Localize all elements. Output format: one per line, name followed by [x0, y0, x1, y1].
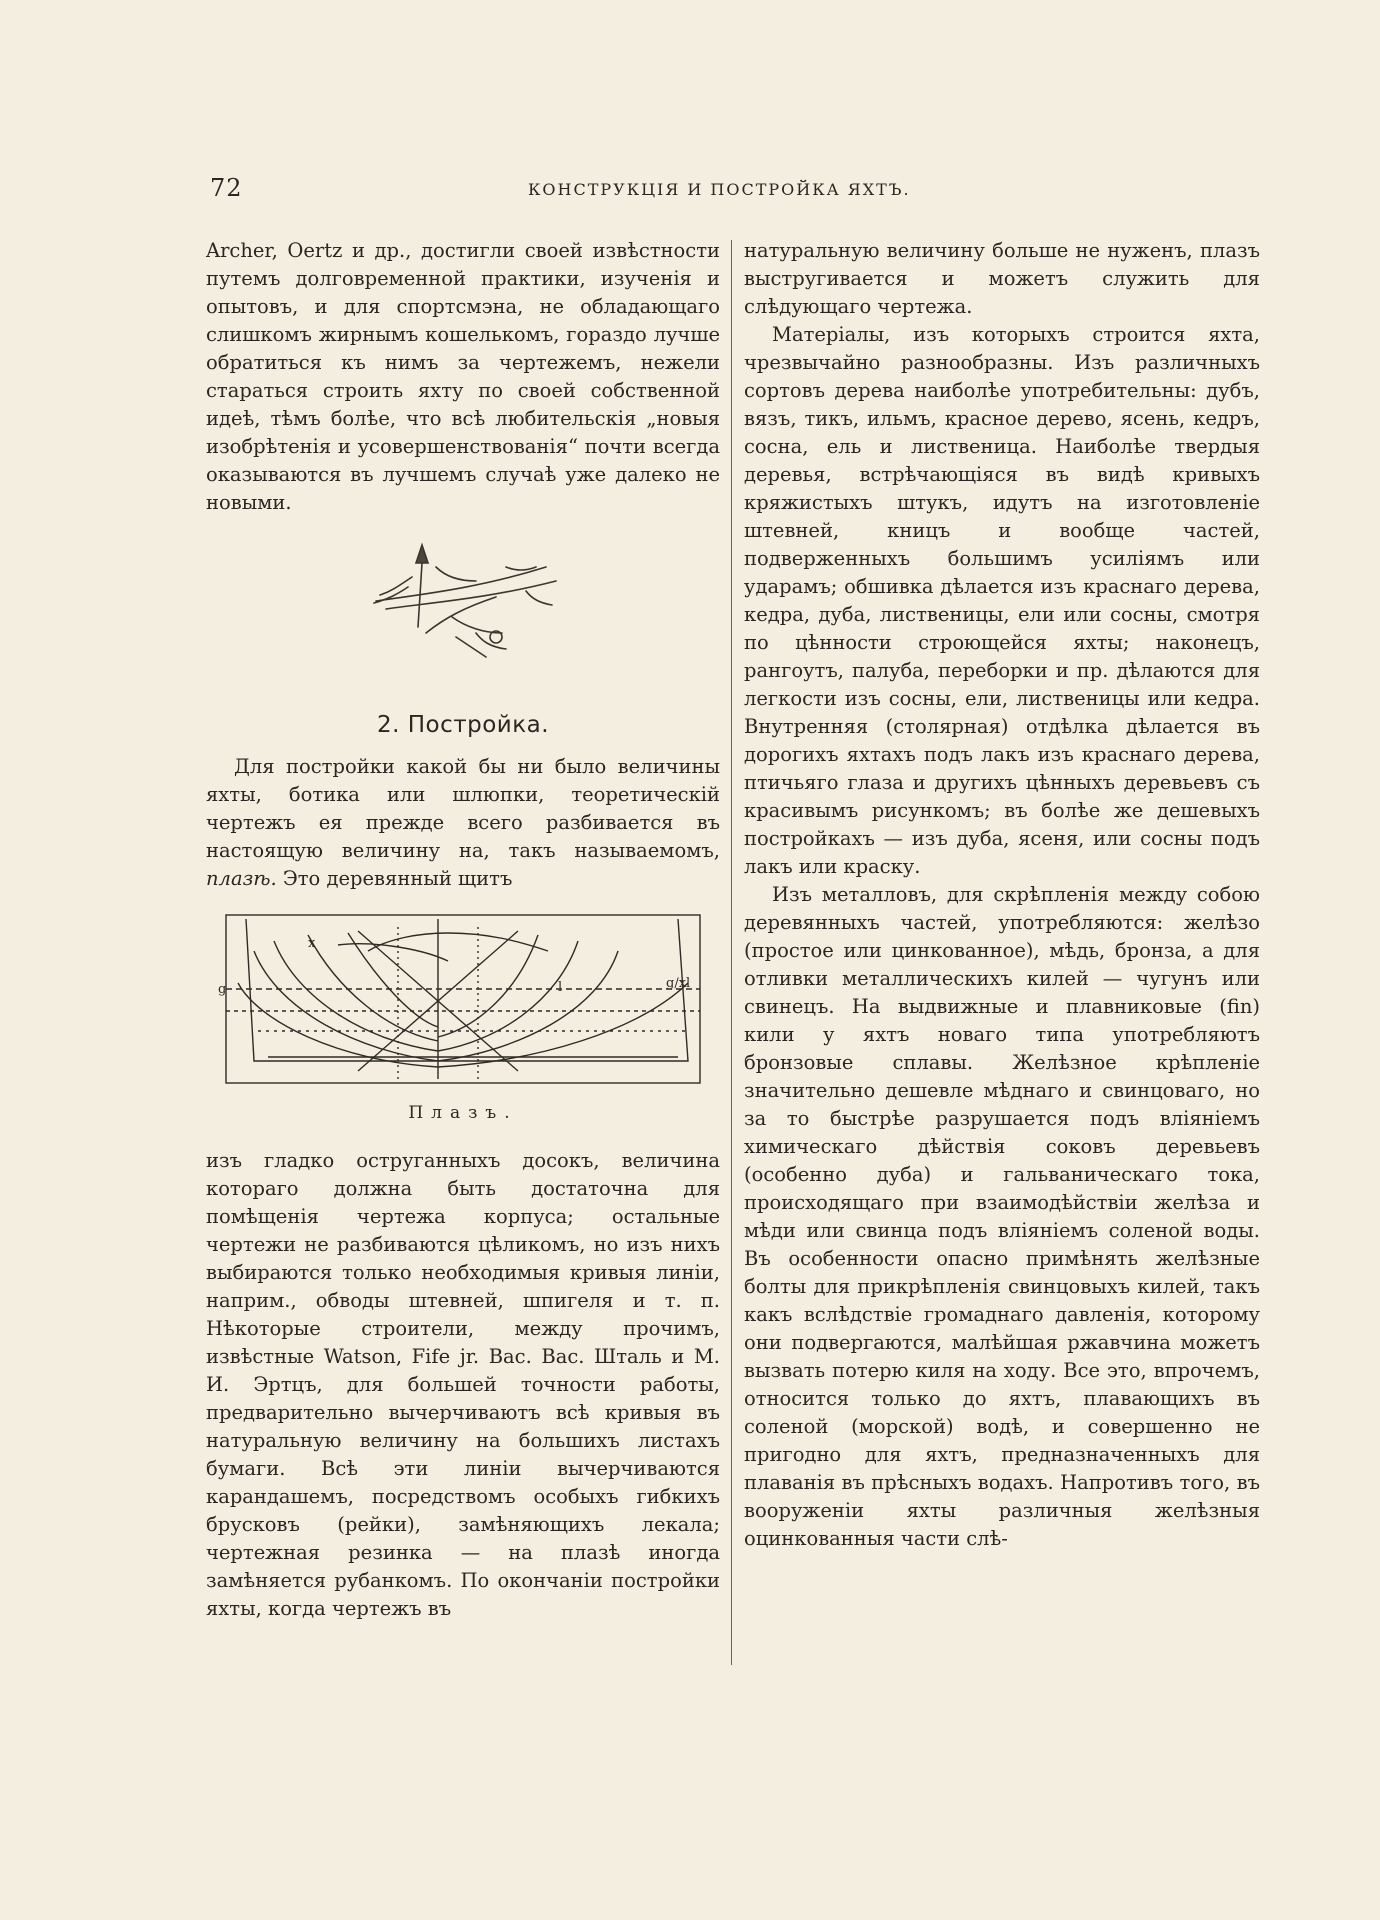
right-paragraph-1: натуральную величину больше не нуженъ, плазъ выстругивается и можетъ служить для слѣдующаго чертежа.: [744, 239, 1260, 318]
left-paragraph-2: [206, 753, 720, 893]
figure-mark-left: g: [218, 982, 227, 997]
right-paragraph-3: Изъ металловъ, для скрѣпленія между собою деревянныхъ частей, употребляются: желѣзо (простое или цинкованное), мѣдь, бронза, а для отливки металлическихъ килей — чугунъ или свинецъ. На выдвижные и плавниковые (fin) кили у яхтъ новаго типа употребляютъ бронзовые сплавы. Желѣзное крѣпленіе значительно дешевле мѣднаго и свинцоваго, но за то быстрѣе разрушается подъ вліяніемъ химическаго дѣйствія соковъ деревьевъ (особенно дуба) и гальваническаго тока, происходящаго при взаимодѣйствіи желѣза и мѣди или свинца подъ вліяніемъ соленой воды. Въ особенности опасно примѣнять желѣзные болты для прикрѣпленія свинцовыхъ килей, такъ какъ вслѣдствіе громаднаго давленія, которому они подвергаются, малѣйшая ржавчина можетъ вызвать потерю киля на ходу. Все это, впрочемъ, относится только до яхтъ, плавающихъ въ соленой (морской) водѣ, и совершенно не пригодно для яхтъ, предназначенныхъ для плаванія въ прѣсныхъ водахъ. Напротивъ того, въ вооруженіи яхты различныя желѣзныя оцинкованныя части слѣ-: [744, 883, 1260, 1550]
running-title: КОНСТРУКЦІЯ И ПОСТРОЙКА ЯХТЪ.: [528, 180, 911, 199]
right-column: [744, 237, 1260, 1553]
section-heading: 2. Постройка.: [376, 712, 550, 738]
left-paragraph-1: Archer, Oertz и др., достигли своей извѣстности путемъ долговременной практики, изученія и опытовъ, и для спортсмэна, не обладающаго слишкомъ жирнымъ кошелькомъ, гораздо лучше обратиться къ нимъ за чертежемъ, нежели стараться строить яхту по своей собственной идеѣ, тѣмъ болѣе, что всѣ любительскія „новыя изобрѣтенія и усовершенствованія“ почти всегда оказываются въ лучшемъ случаѣ уже далеко не новыми.: [206, 239, 720, 514]
page-number: 72: [210, 174, 243, 202]
decorative-vignette: [356, 537, 566, 667]
left-paragraph-3: изъ гладко оструганныхъ досокъ, величина котораго должна быть достаточна для помѣщенія чертежа корпуса; остальные чертежи не разбиваются цѣликомъ, но изъ нихъ выбираются только необходимыя кривыя линіи, наприм., обводы штевней, шпигеля и т. п. Нѣкоторые строители, между прочимъ, извѣстные Watson, Fife jr. Вас. Вас. Шталь и М. И. Эртцъ, для большей точности работы, предварительно вычерчиваютъ всѣ кривыя въ натуральную величину на большихъ листахъ бумаги. Всѣ эти линіи вычерчиваются карандашемъ, посредствомъ особыхъ гибкихъ брусковъ (рейки), замѣняющихъ лекала; чертежная резинка — на плазѣ иногда замѣняется рубанкомъ. По окончаніи постройки яхты, когда чертежъ въ: [206, 1149, 720, 1620]
figure-caption: Плазъ.: [408, 1103, 518, 1123]
figure-mark-l: l: [558, 980, 563, 995]
term-plaz: плазѣ.: [206, 867, 277, 890]
column-divider: [731, 240, 732, 1665]
figure-mark-right: g/xl: [666, 976, 691, 991]
left-column: [206, 237, 720, 1623]
para2-text-after: Это деревянный щитъ: [276, 867, 513, 890]
right-paragraph-2: Матеріалы, изъ которыхъ строится яхта, чрезвычайно разнообразны. Изъ различныхъ сортовъ дерева наиболѣе употребительны: дубъ, вязъ, тикъ, ильмъ, красное дерево, ясень, кедръ, сосна, ель и лиственица. Наиболѣе твердыя деревья, встрѣчающіяся въ видѣ кривыхъ кряжистыхъ штукъ, идутъ на изготовленіе штевней, кницъ и вообще частей, подверженныхъ большимъ усиліямъ или ударамъ; обшивка дѣлается изъ краснаго дерева, кедра, дуба, лиственицы, ели или сосны, смотря по цѣнности строющейся яхты; наконецъ, рангоутъ, палуба, переборки и пр. дѣлаются для легкости изъ сосны, ели, лиственицы или кедра. Внутренняя (столярная) отдѣлка дѣлается въ дорогихъ яхтахъ подъ лакъ изъ краснаго дерева, птичьяго глаза и другихъ цѣнныхъ деревьевъ съ красивымъ рисункомъ; въ болѣе же дешевыхъ постройкахъ — изъ дуба, ясеня, или сосны подъ лакъ или краску.: [744, 323, 1260, 878]
para2-text-before: Для постройки какой бы ни было величины яхты, ботика или шлюпки, теоретическій чертежъ ея прежде всего разбивается въ настоящую величину на, такъ называемомъ,: [206, 755, 720, 862]
plaz-drawing: [218, 911, 708, 1091]
figure-mark-x: x: [308, 936, 316, 951]
